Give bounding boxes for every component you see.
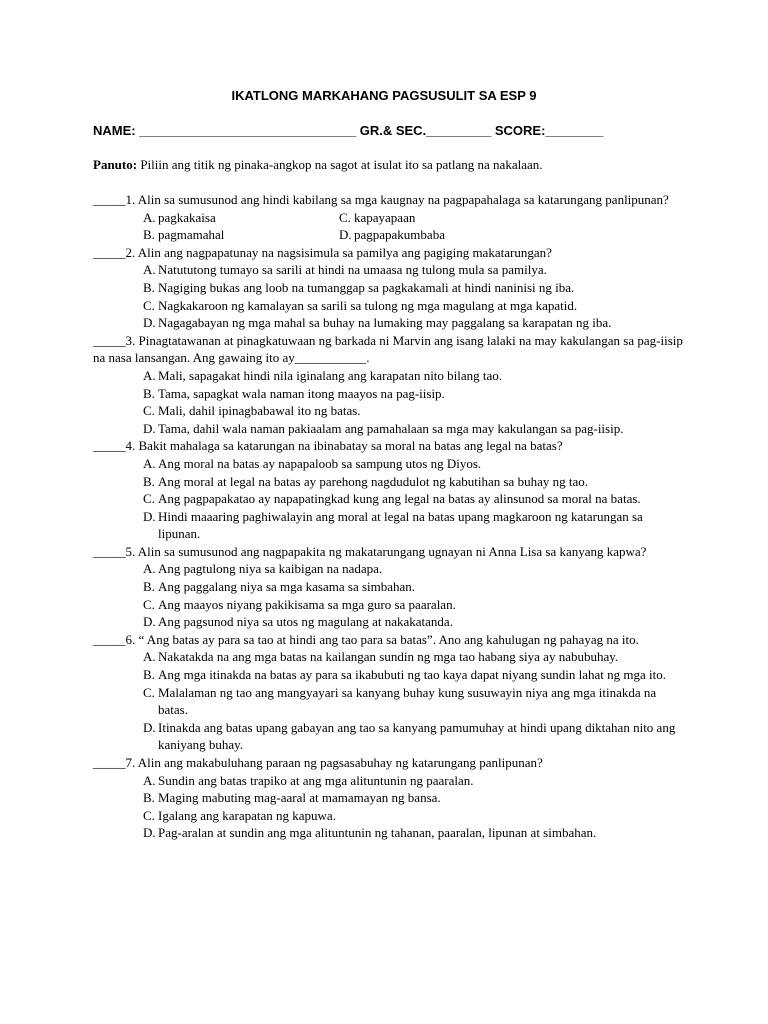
option-text: Hindi maaaring paghiwalayin ang moral at legal na batas upang magkaroon ng katarungan sa lipunan.	[158, 508, 643, 542]
option-letter: A.	[143, 649, 156, 665]
option-text: Itinakda ang batas upang gabayan ang tao sa kanyang pamumuhay at hindi upang diktahan nito ang kaniyang buhay.	[158, 719, 676, 753]
option-b	[143, 385, 683, 403]
option-text: Malalaman ng tao ang mangyayari sa kanyang buhay kung susuwayin niya ang mga itinakda na batas.	[158, 684, 657, 718]
option-letter: A.	[143, 772, 156, 788]
question-text: 7. Alin ang makabuluhang paraan ng pagsasabuhay ng katarungang panlipunan?	[125, 755, 543, 770]
option-b	[143, 279, 683, 297]
answer-blank: _____	[93, 192, 126, 207]
answer-blank: _____	[93, 755, 126, 770]
option-letter: C.	[143, 807, 155, 823]
option-letter: A.	[143, 262, 156, 278]
instructions-label: Panuto:	[93, 157, 138, 172]
option-a	[143, 772, 683, 790]
question-text: 5. Alin sa sumusunod ang nagpapakita ng makatarungang ugnayan ni Anna Lisa sa kanyang kapwa?	[125, 543, 647, 559]
instructions	[93, 156, 693, 173]
option-letter: C.	[143, 297, 155, 313]
question-stem	[93, 543, 683, 561]
question-5	[93, 543, 683, 631]
option-text: Nakatakda na ang mga batas na kailangan sundin ng mga tao habang siya ay nabubuhay.	[158, 649, 619, 665]
question-1	[93, 191, 683, 244]
option-text: Nagagabayan ng mga mahal sa buhay na lumaking may paggalang sa karapatan ng iba.	[158, 315, 612, 331]
answer-blank: _____	[93, 543, 126, 559]
option-letter: A.	[143, 367, 156, 383]
option-b	[143, 226, 339, 244]
instructions-text: Piliin ang titik ng pinaka-angkop na sagot at isulat ito sa patlang na nakalaan.	[137, 157, 543, 172]
option-a	[143, 455, 683, 473]
option-letter: C.	[143, 596, 155, 612]
question-text: 2. Alin ang nagpapatunay na nagsisimula sa pamilya ang pagiging makatarungan?	[125, 244, 552, 260]
question-stem	[93, 754, 683, 772]
option-a	[143, 367, 683, 385]
option-letter: A.	[143, 455, 156, 471]
answer-blank: _____	[93, 332, 126, 348]
question-stem	[93, 332, 683, 367]
option-a	[143, 560, 683, 578]
option-text: Igalang ang karapatan ng kapuwa.	[158, 807, 336, 823]
option-c	[143, 490, 683, 508]
option-letter: A.	[143, 209, 156, 225]
option-d	[143, 613, 683, 631]
exam-title: IKATLONG MARKAHANG PAGSUSULIT SA ESP 9	[231, 88, 537, 103]
option-d	[143, 824, 683, 842]
option-text: pagkakaisa	[158, 209, 216, 225]
option-d	[143, 314, 683, 332]
option-b	[143, 578, 683, 596]
option-d	[143, 420, 683, 438]
answer-blank: _____	[93, 631, 126, 647]
option-text: kapayapaan	[354, 209, 416, 225]
option-c	[143, 596, 683, 614]
student-info-line: NAME: ______________________________ GR.& SEC._________ SCORE:________	[93, 123, 604, 138]
option-letter: D.	[143, 420, 156, 436]
option-text: Mali, dahil ipinagbabawal ito ng batas.	[158, 403, 361, 419]
option-text: Maging mabuting mag-aaral at mamamayan ng bansa.	[158, 790, 441, 806]
option-text: Ang pagtulong niya sa kaibigan na nadapa.	[158, 561, 383, 577]
option-text: Tama, dahil wala naman pakiaalam ang pamahalaan sa mga may kakulangan sa pag-iisip.	[158, 420, 624, 436]
option-text: Nagiging bukas ang loob na tumanggap sa pagkakamali at hindi naninisi ng iba.	[158, 279, 575, 295]
question-text: 3. Pinagtatawanan at pinagkatuwaan ng barkada ni Marvin ang isang lalaki na may kakulangan sa pag-iisip na nasa lansangan. Ang gawaing ito ay___________.	[93, 332, 683, 366]
option-grid	[143, 209, 683, 244]
option-text: Nagkakaroon ng kamalayan sa sarili sa tulong ng mga magulang at mga kapatid.	[158, 297, 578, 313]
option-c	[143, 684, 683, 719]
option-c	[143, 402, 683, 420]
option-text: Natututong tumayo sa sarili at hindi na umaasa ng tulong mula sa pamilya.	[158, 262, 547, 278]
question-stem	[93, 631, 683, 649]
option-letter: B.	[143, 385, 155, 401]
option-letter: B.	[143, 579, 155, 595]
option-letter: B.	[143, 790, 155, 806]
question-text: 1. Alin sa sumusunod ang hindi kabilang sa mga kaugnay na pagpapahalaga sa katarungang panlipunan?	[125, 192, 669, 207]
question-list	[93, 191, 683, 842]
option-b	[143, 666, 683, 684]
option-b	[143, 789, 683, 807]
option-text: Pag-aralan at sundin ang mga alituntunin ng tahanan, paaralan, lipunan at simbahan.	[158, 825, 597, 841]
question-7	[93, 754, 683, 842]
option-text: Mali, sapagakat hindi nila iginalang ang karapatan nito bilang tao.	[158, 367, 503, 383]
option-letter: D.	[143, 315, 156, 331]
option-a	[143, 648, 683, 666]
option-d	[339, 226, 539, 244]
option-a	[143, 209, 339, 227]
option-letter: C.	[143, 491, 155, 507]
question-3	[93, 332, 683, 438]
option-text: Ang mga itinakda na batas ay para sa ikabubuti ng tao kaya dapat niyang sundin lahat ng mga ito.	[158, 667, 666, 683]
option-letter: D.	[143, 508, 156, 524]
option-text: pagmamahal	[158, 227, 225, 243]
option-letter: D.	[143, 614, 156, 630]
option-a	[143, 261, 683, 279]
question-4	[93, 437, 683, 543]
option-c	[143, 807, 683, 825]
question-2	[93, 244, 683, 332]
answer-blank: _____	[93, 438, 126, 454]
option-d	[143, 508, 683, 543]
option-c	[339, 209, 539, 227]
option-letter: B.	[143, 227, 155, 243]
option-text: Sundin ang batas trapiko at ang mga alituntunin ng paaralan.	[158, 772, 474, 788]
question-6	[93, 631, 683, 754]
option-text: Ang pagsunod niya sa utos ng magulang at nakakatanda.	[158, 614, 453, 630]
answer-blank: _____	[93, 244, 126, 260]
option-text: Ang pagpapakatao ay napapatingkad kung ang legal na batas ay alinsunod sa moral na batas.	[158, 491, 641, 507]
option-text: Ang paggalang niya sa mga kasama sa simbahan.	[158, 579, 416, 595]
option-letter: C.	[143, 684, 155, 700]
option-c	[143, 297, 683, 315]
option-letter: D.	[143, 719, 156, 735]
question-text: 4. Bakit mahalaga sa katarungan na ibinabatay sa moral na batas ang legal na batas?	[125, 438, 563, 454]
question-stem	[93, 244, 683, 262]
option-letter: C.	[339, 209, 351, 225]
option-letter: B.	[143, 473, 155, 489]
option-letter: A.	[143, 561, 156, 577]
option-letter: B.	[143, 279, 155, 295]
option-letter: C.	[143, 403, 155, 419]
option-text: Tama, sapagkat wala naman itong maayos na pag-iisip.	[158, 385, 445, 401]
option-text: Ang maayos niyang pakikisama sa mga guro sa paaralan.	[158, 596, 456, 612]
question-stem	[93, 191, 683, 209]
option-letter: D.	[339, 227, 352, 243]
question-text: 6. “ Ang batas ay para sa tao at hindi ang tao para sa batas”. Ano ang kahulugan ng pahayag na ito.	[125, 631, 639, 647]
option-text: Ang moral at legal na batas ay parehong nagdudulot ng kabutihan sa buhay ng tao.	[158, 473, 588, 489]
question-stem	[93, 437, 683, 455]
option-letter: B.	[143, 667, 155, 683]
option-letter: D.	[143, 825, 156, 841]
option-b	[143, 473, 683, 491]
option-d	[143, 719, 683, 754]
option-text: Ang moral na batas ay napapaloob sa sampung utos ng Diyos.	[158, 455, 482, 471]
option-text: pagpapakumbaba	[354, 227, 445, 243]
